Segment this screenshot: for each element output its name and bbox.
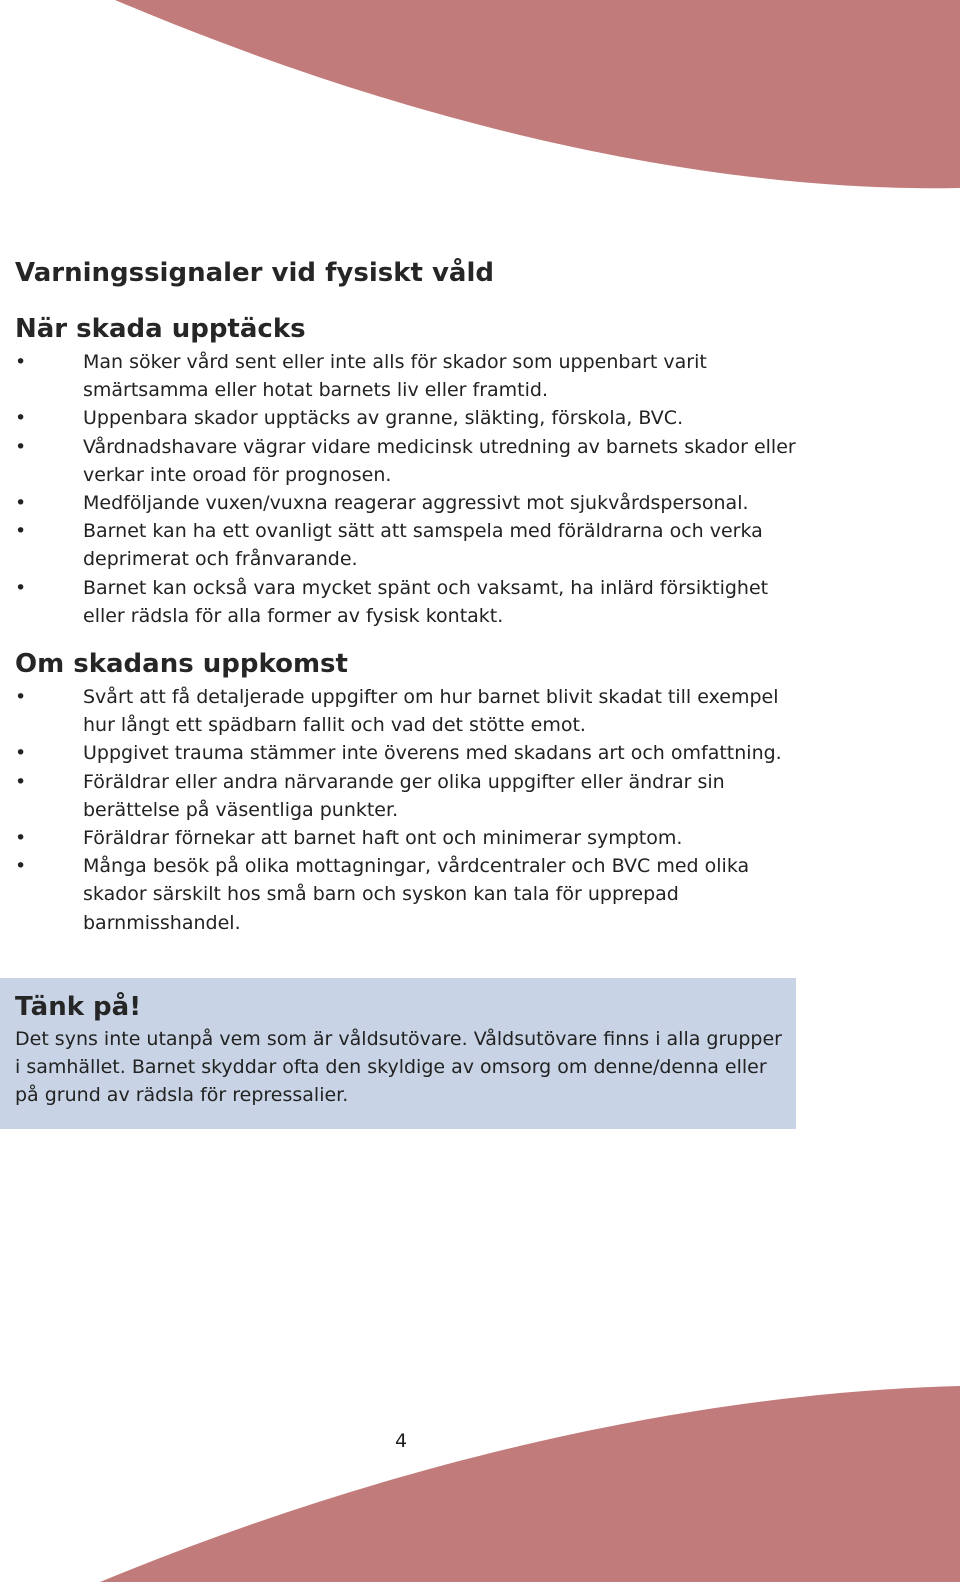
list-item — [0, 824, 800, 852]
list-item-text: Vårdnadshavare vägrar vidare medicinsk utredning av barnets skador eller verkar inte oroad för prognosen. — [83, 435, 796, 486]
list-item — [0, 852, 800, 937]
bullet-icon: • — [15, 407, 27, 430]
bullet-icon: • — [15, 520, 27, 543]
bottom-decorative-band — [0, 1380, 960, 1582]
list-item-text: Uppgivet trauma stämmer inte överens med skadans art och omfattning. — [83, 742, 782, 765]
top-decorative-band — [0, 0, 960, 200]
list-item — [0, 739, 800, 767]
list-item-text: Uppenbara skador upptäcks av granne, släkting, förskola, BVC. — [83, 407, 684, 430]
bullet-icon: • — [15, 351, 27, 373]
section-title-when-injury-discovered: När skada upptäcks — [15, 314, 306, 344]
bullet-icon: • — [15, 827, 27, 850]
list-item — [0, 768, 800, 824]
list-item — [0, 574, 800, 630]
think-about-callout-box — [0, 978, 796, 1129]
list-item-text: Föräldrar eller andra närvarande ger olika uppgifter eller ändrar sin berättelse på väsentliga punkter. — [83, 770, 725, 821]
section-title-injury-origin: Om skadans uppkomst — [15, 649, 348, 679]
list-item — [0, 683, 800, 739]
list-item — [0, 489, 800, 517]
list-item-text: Svårt att få detaljerade uppgifter om hur barnet blivit skadat till exempel hur långt ett spädbarn fallit och vad det stötte emot. — [83, 686, 779, 737]
bullet-icon: • — [15, 855, 27, 878]
bullet-icon: • — [15, 576, 27, 599]
bullet-icon: • — [15, 686, 27, 708]
list-item — [0, 404, 800, 432]
list-item-text: Medföljande vuxen/vuxna reagerar aggressivt mot sjukvårdspersonal. — [83, 492, 749, 515]
bullet-icon: • — [15, 770, 27, 793]
bullet-icon: • — [15, 492, 27, 515]
list-item — [0, 433, 800, 489]
list-item-text: Barnet kan också vara mycket spänt och vaksamt, ha inlärd försiktighet eller rädsla för alla former av fysisk kontakt. — [83, 576, 769, 627]
list-item — [0, 348, 800, 404]
list-item-text: Man söker vård sent eller inte alls för skador som uppenbart varit smärtsamma eller hotat barnets liv eller framtid. — [83, 351, 707, 402]
list-item — [0, 517, 800, 573]
callout-body-text: Det syns inte utanpå vem som är våldsutövare. Våldsutövare finns i alla grupper i samhället. Barnet skyddar ofta den skyldige av omsorg om denne/denna eller på grund av rädsla för repressalier. — [15, 1028, 782, 1107]
page-number: 4 — [394, 1430, 408, 1452]
list-item-text: Barnet kan ha ett ovanligt sätt att samspela med föräldrarna och verka deprimerat och frånvarande. — [83, 520, 763, 571]
page-heading: Varningssignaler vid fysiskt våld — [15, 258, 494, 288]
bullet-list-injury-origin — [0, 683, 800, 937]
bullet-icon: • — [15, 742, 27, 765]
callout-title: Tänk på! — [15, 992, 142, 1022]
bullet-icon: • — [15, 435, 27, 458]
list-item-text: Föräldrar förnekar att barnet haft ont och minimerar symptom. — [83, 827, 683, 850]
list-item-text: Många besök på olika mottagningar, vårdcentraler och BVC med olika skador särskilt hos små barn och syskon kan tala för upprepad barnmisshandel. — [83, 855, 750, 934]
bullet-list-when-injury-discovered — [0, 348, 800, 630]
